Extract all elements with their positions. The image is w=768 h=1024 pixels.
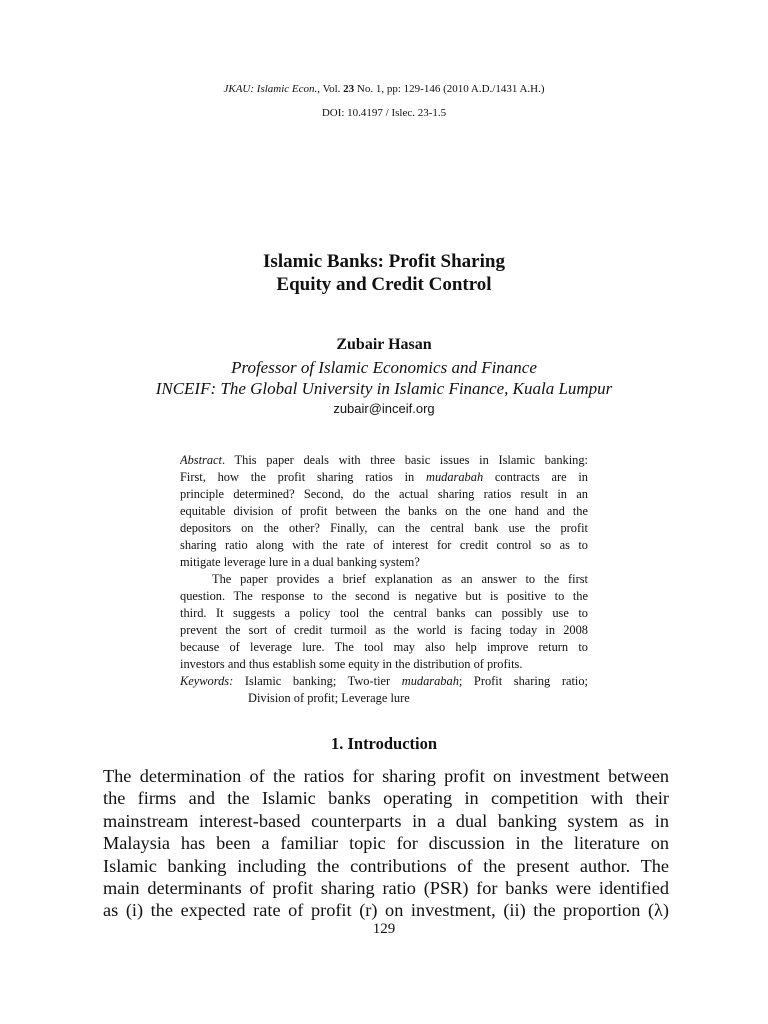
keywords [180,673,588,707]
author-name: Zubair Hasan [336,336,432,353]
abstract-line: third. It suggests a policy tool the central banks can possibly use to [180,606,588,620]
abstract-line: First, how the profit sharing ratios in mudarabah contracts are in [180,470,588,484]
paper-title-line-1: Islamic Banks: Profit Sharing [263,251,505,272]
author-email: zubair@inceif.org [333,401,435,416]
volume-number: 23 [343,83,355,95]
paper-title-line-2: Equity and Credit Control [276,274,492,295]
abstract-line: because of leverage lure. The tool may also help improve return to [180,640,588,654]
author-position: Professor of Islamic Economics and Finance [231,358,537,377]
intro-line: The determination of the ratios for sharing profit on investment between [103,766,669,786]
intro-line: Islamic banking including the contributions of the present author. The [103,855,669,876]
intro-line: main determinants of profit sharing ratio (PSR) for banks were identified [103,877,669,898]
volume-prefix: , Vol. [317,83,344,95]
abstract-line: Abstract. This paper deals with three basic issues in Islamic banking: [180,453,588,467]
abstract-label: Abstract [180,453,222,467]
abstract-line: mitigate leverage lure in a dual banking system? [180,555,420,569]
intro-line: as (i) the expected rate of profit (r) on investment, (ii) the proportion (λ) [103,900,669,921]
author-institution: INCEIF: The Global University in Islamic Finance, Kuala Lumpur [155,379,613,398]
keywords-label: Keywords: [180,674,234,688]
intro-paragraph [103,765,669,922]
keywords-line-1: Keywords: Islamic banking; Two-tier mudarabah; Profit sharing ratio; [180,674,588,688]
section-heading: 1. Introduction [330,734,438,753]
journal-citation [0,83,768,95]
keywords-line-2: Division of profit; Leverage lure [248,691,410,705]
abstract-line: equitable division of profit between the banks on the one hand and the [180,504,588,518]
page-number: 129 [372,921,396,937]
abstract-paragraph-2 [180,571,588,673]
abstract-line: principle determined? Second, do the actual sharing ratios result in an [180,487,588,501]
abstract-line: sharing ratio along with the rate of interest for credit control so as to [180,538,588,552]
intro-line: Malaysia has been a familiar topic for discussion in the literature on [103,833,669,854]
abstract-line: investors and thus establish some equity in the distribution of profits. [180,657,523,671]
intro-line: the firms and the Islamic banks operating in competition with their [103,788,669,809]
abstract-line: depositors on the other? Finally, can the central bank use the profit [180,521,588,535]
doi: DOI: 10.4197 / Islec. 23-1.5 [321,107,447,119]
abstract [180,452,588,571]
intro-line: mainstream interest-based counterparts in a dual banking system as in [103,810,669,831]
abstract-line: prevent the sort of credit turmoil as the world is facing today in 2008 [180,623,588,637]
issue-pages: No. 1, pp: 129-146 (2010 A.D./1431 A.H.) [354,83,545,95]
journal-name: JKAU: Islamic Econ. [223,83,318,95]
abstract-line: question. The response to the second is negative but is positive to the [180,589,588,603]
abstract-line: The paper provides a brief explanation as an answer to the first [212,572,588,586]
